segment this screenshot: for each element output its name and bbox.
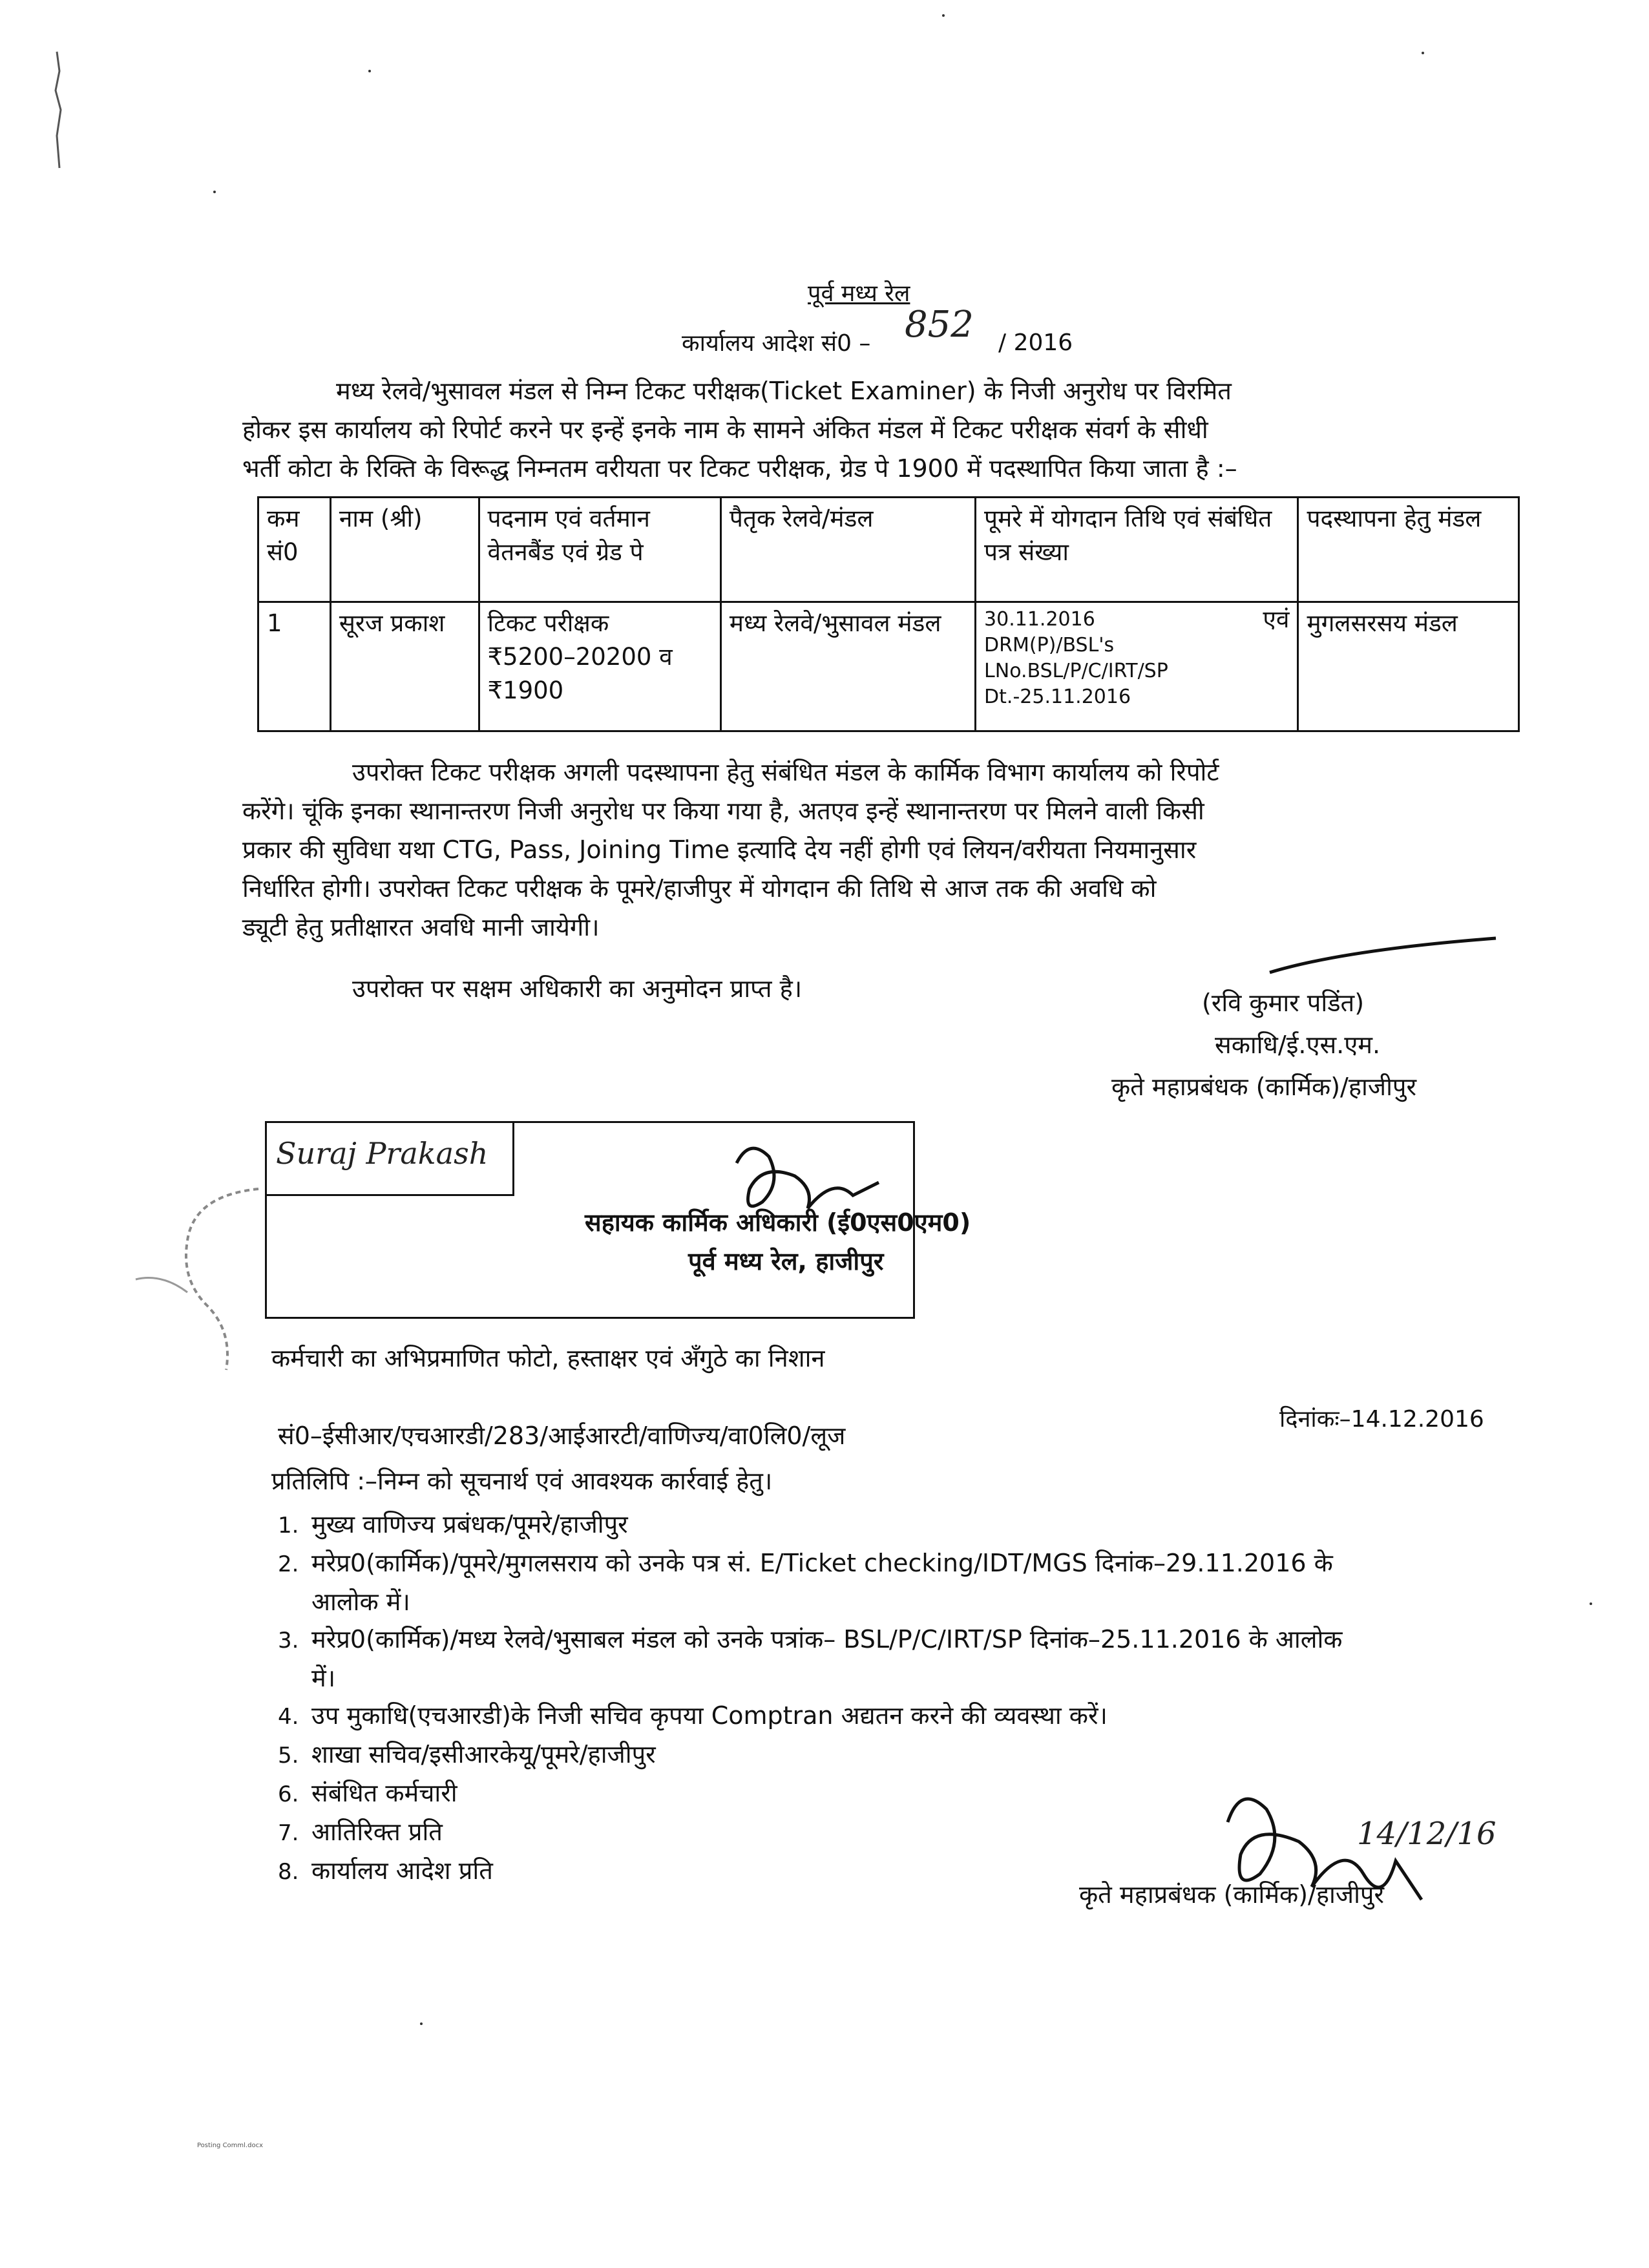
item-number: 3. bbox=[278, 1628, 299, 1654]
list-item bbox=[278, 1697, 1544, 1736]
item-text: शाखा सचिव/इसीआरकेयू/पूमरे/हाजीपुर bbox=[311, 1740, 656, 1769]
signatory-name: (रवि कुमार पडिंत) bbox=[1202, 989, 1365, 1017]
bottom-for-line: कृते महाप्रबंधक (कार्मिक)/हाजीपुर bbox=[1079, 1880, 1385, 1909]
footer-note: Posting Comml.docx bbox=[197, 2142, 263, 2149]
list-item bbox=[278, 1736, 1544, 1774]
body-paragraph bbox=[242, 753, 1528, 947]
item-text: संबंधित कर्मचारी bbox=[311, 1779, 457, 1807]
list-item bbox=[278, 1544, 1544, 1583]
order-label: कार्यालय आदेश सं0 – bbox=[682, 330, 871, 357]
list-item-continued: आलोक में। bbox=[311, 1588, 410, 1616]
header-name: नाम (श्री) bbox=[330, 498, 479, 602]
order-year: / 2016 bbox=[998, 330, 1073, 356]
designation-line: ₹1900 bbox=[487, 677, 564, 704]
item-text: आतिरिक्त प्रति bbox=[311, 1818, 443, 1846]
scan-speck bbox=[213, 191, 216, 193]
body-line: प्रकार की सुविधा यथा CTG, Pass, Joining Time इत्यादि देय नहीं होगी एवं लियन/वरीयता नियमानुसार bbox=[242, 835, 1197, 864]
item-text: मरेप्र0(कार्मिक)/मध्य रेलवे/भुसाबल मंडल को उनके पत्रांक– BSL/P/C/IRT/SP दिनांक–25.11.2016 के आलोक bbox=[311, 1625, 1343, 1654]
intro-line: भर्ती कोटा के रिक्ति के विरूद्ध निम्नतम वरीयता पर टिकट परीक्षक, ग्रेड पे 1900 में पदस्थापित किया जाता है :– bbox=[242, 454, 1237, 483]
body-line: निर्धारित होगी। उपरोक्त टिकट परीक्षक के पूमरे/हाजीपुर में योगदान की तिथि से आज तक की अवधि को bbox=[242, 874, 1157, 903]
order-number-handwritten: 852 bbox=[905, 304, 974, 346]
scan-speck bbox=[942, 14, 945, 17]
transfer-table bbox=[257, 496, 1520, 732]
item-number: 1. bbox=[278, 1513, 299, 1538]
header-sr: कम सं0 bbox=[258, 498, 331, 602]
list-item bbox=[278, 1506, 1544, 1544]
item-text: मुख्य वाणिज्य प्रबंधक/पूमरे/हाजीपुर bbox=[311, 1510, 628, 1538]
intro-line: होकर इस कार्यालय को रिपोर्ट करने पर इन्हें इनके नाम के सामने अंकित मंडल में टिकट परीक्षक संवर्ग के सीधी bbox=[242, 415, 1208, 444]
joining-date-line bbox=[984, 607, 1289, 633]
reference-number: सं0–ईसीआर/एचआरडी/283/आईआरटी/वाणिज्य/वा0लि0/लूज bbox=[278, 1422, 846, 1450]
item-text: कार्यालय आदेश प्रति bbox=[311, 1856, 493, 1885]
body-line: ड्यूटी हेतु प्रतीक्षारत अवधि मानी जायेगी। bbox=[242, 913, 600, 941]
signature-stroke bbox=[1266, 930, 1499, 982]
employee-signature-box bbox=[267, 1123, 514, 1196]
header-designation: पदनाम एवं वर्तमान वेतनबैंड एवं ग्रेड पे bbox=[479, 498, 720, 602]
table-header-row bbox=[258, 498, 1519, 602]
reference-date: दिनांकः–14.12.2016 bbox=[1279, 1406, 1484, 1433]
letter-line: DRM(P)/BSL's bbox=[984, 634, 1115, 656]
approval-text: उपरोक्त पर सक्षम अधिकारी का अनुमोदन प्राप्त है। bbox=[352, 974, 803, 1003]
list-item-continued: में। bbox=[311, 1664, 336, 1692]
table-row bbox=[258, 602, 1519, 731]
list-item bbox=[278, 1621, 1544, 1659]
item-number: 5. bbox=[278, 1743, 299, 1769]
body-line: करेंगे। चूंकि इनका स्थानान्तरण निजी अनुरोध पर किया गया है, अतएव इन्हें स्थानान्तरण पर मिलने वाली किसी bbox=[242, 797, 1204, 825]
item-text: मरेप्र0(कार्मिक)/पूमरे/मुगलसराय को उनके पत्र सं. E/Ticket checking/IDT/MGS दिनांक–29.11.2016 के bbox=[311, 1549, 1333, 1577]
header-joining: पूमरे में योगदान तिथि एवं संबंधित पत्र संख्या bbox=[976, 498, 1298, 602]
signatory-for-line: कृते महाप्रबंधक (कार्मिक)/हाजीपुर bbox=[1111, 1073, 1417, 1101]
cell-parent-railway: मध्य रेलवे/भुसावल मंडल bbox=[720, 602, 975, 731]
item-number: 2. bbox=[278, 1551, 299, 1577]
designation-line: टिकट परीक्षक bbox=[487, 609, 609, 637]
cell-sr: 1 bbox=[258, 602, 331, 731]
cell-name: सूरज प्रकाश bbox=[330, 602, 479, 731]
item-number: 4. bbox=[278, 1704, 299, 1730]
joining-date: 30.11.2016 bbox=[984, 608, 1095, 631]
letter-line: LNo.BSL/P/C/IRT/SP bbox=[984, 660, 1168, 682]
scan-speck bbox=[368, 70, 371, 72]
item-text: उप मुकाधि(एचआरडी)के निजी सचिव कृपया Comptran अद्यतन करने की व्यवस्था करें। bbox=[311, 1701, 1108, 1730]
bottom-signature-date: 14/12/16 bbox=[1357, 1816, 1497, 1852]
scan-speck bbox=[1590, 1602, 1592, 1605]
item-number: 8. bbox=[278, 1859, 299, 1885]
designation-line: ₹5200–20200 व bbox=[487, 643, 673, 671]
copy-to-heading: प्रतिलिपि :–निम्न को सूचनार्थ एवं आवश्यक कार्रवाई हेतु। bbox=[271, 1467, 773, 1495]
header-parent-railway: पैतृक रेलवे/मंडल bbox=[720, 498, 975, 602]
cell-posting: मुगलसरसय मंडल bbox=[1298, 602, 1519, 731]
org-name: पूर्व मध्य रेल bbox=[808, 280, 910, 307]
letter-line: Dt.-25.11.2016 bbox=[984, 686, 1131, 708]
stamp-line1: सहायक कार्मिक अधिकारी (ई0एस0एम0) bbox=[585, 1208, 971, 1237]
item-number: 6. bbox=[278, 1781, 299, 1807]
employee-signature: Suraj Prakash bbox=[276, 1136, 488, 1171]
officer-signature bbox=[724, 1137, 918, 1241]
intro-line: मध्य रेलवे/भुसावल मंडल से निम्न टिकट परीक्षक(Ticket Examiner) के निजी अनुरोध पर विरमित bbox=[336, 377, 1232, 405]
photo-caption: कर्मचारी का अभिप्रमाणित फोटो, हस्ताक्षर एवं अँगुठे का निशान bbox=[271, 1344, 825, 1372]
cell-joining bbox=[976, 602, 1298, 731]
scan-speck bbox=[420, 2022, 423, 2025]
body-line: उपरोक्त टिकट परीक्षक अगली पदस्थापना हेतु संबंधित मंडल के कार्मिक विभाग कार्यालय को रिपोर्ट bbox=[352, 758, 1219, 786]
header-posting: पदस्थापना हेतु मंडल bbox=[1298, 498, 1519, 602]
joining-and: एवं bbox=[1263, 605, 1290, 633]
intro-paragraph bbox=[242, 372, 1528, 488]
staple-mark bbox=[50, 45, 70, 174]
scan-speck bbox=[1422, 52, 1424, 54]
stamp-line2: पूर्व मध्य रेल, हाजीपुर bbox=[688, 1247, 884, 1276]
cell-designation bbox=[479, 602, 720, 731]
faint-photo-outline bbox=[97, 1182, 278, 1376]
signatory-title: सकाधि/ई.एस.एम. bbox=[1215, 1031, 1381, 1059]
item-number: 7. bbox=[278, 1820, 299, 1846]
